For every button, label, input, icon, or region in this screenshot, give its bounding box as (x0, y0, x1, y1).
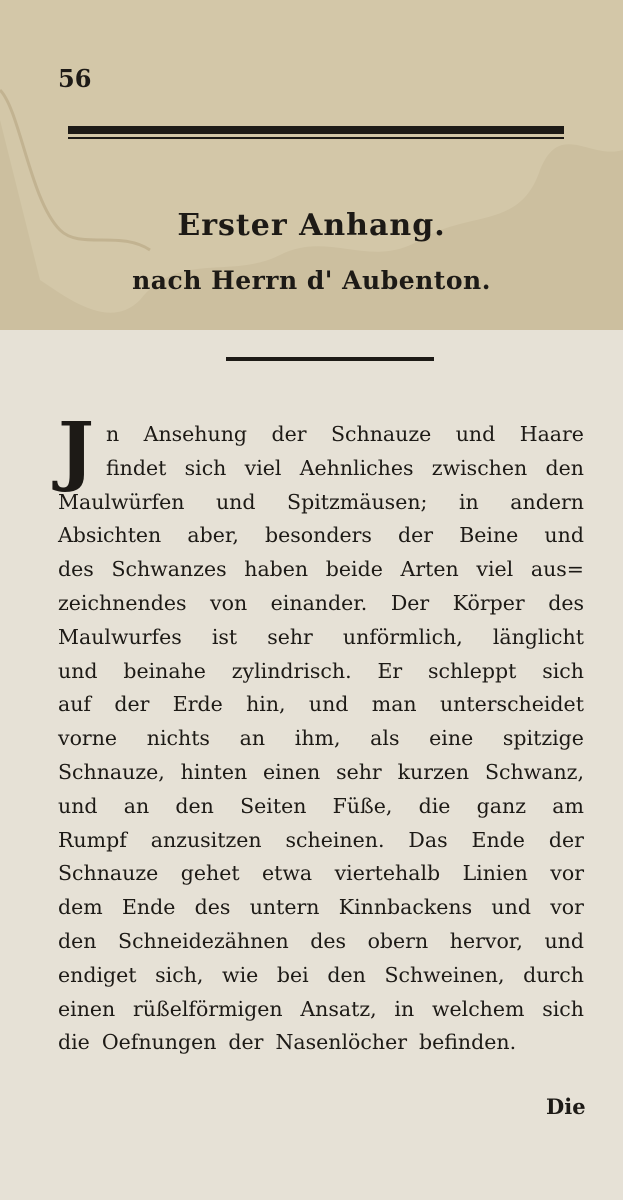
word: besonders (265, 523, 372, 548)
word: Körper (452, 590, 525, 615)
word: endiget (58, 962, 137, 987)
word: Schnauze (330, 422, 432, 446)
word: rüßelförmigen (133, 996, 283, 1021)
word: sehr (267, 624, 313, 649)
word: Das (408, 827, 448, 852)
word: einen (263, 759, 321, 784)
word: Haare (519, 422, 584, 446)
word: Rumpf (58, 827, 127, 852)
word: untern (249, 895, 320, 920)
word: ganz (476, 793, 527, 818)
word: Er (377, 658, 403, 683)
word: der (398, 523, 434, 548)
word: einander. (270, 590, 368, 615)
text-line (58, 418, 584, 452)
word: n (106, 422, 120, 446)
word: an (239, 726, 266, 751)
word: der (548, 827, 584, 852)
word: die (58, 1030, 90, 1055)
word: Erde (172, 692, 223, 717)
word: sich, (155, 962, 204, 987)
text-line (58, 925, 584, 959)
word: schleppt (428, 658, 517, 683)
word: man (371, 692, 417, 717)
word: viel (244, 455, 282, 480)
word: länglicht (492, 624, 584, 649)
word: sich (184, 455, 227, 480)
text-line (58, 519, 584, 553)
header-rule-thin (68, 137, 564, 139)
word: in (394, 996, 415, 1021)
word: der (228, 1030, 264, 1055)
word: viel (476, 557, 514, 582)
drop-cap: J (58, 405, 94, 494)
word: sich (542, 658, 584, 683)
text-line (58, 655, 584, 689)
text-line (58, 1026, 584, 1060)
word: Ende (471, 827, 525, 852)
word: einen (58, 996, 116, 1021)
word: des (58, 557, 94, 582)
word: nichts (146, 726, 210, 751)
word: Schneidezähnen (118, 928, 289, 953)
word: findet (106, 455, 167, 480)
word: welchem (431, 996, 525, 1021)
word: aus= (530, 557, 584, 582)
word: und (455, 422, 496, 446)
word: auf (58, 692, 92, 717)
word: vor (550, 895, 584, 920)
word: bei (276, 962, 309, 987)
word: Arten (400, 557, 459, 582)
word: des (194, 895, 231, 920)
word: unterscheidet (439, 692, 584, 717)
word: und (544, 928, 584, 953)
word: befinden. (419, 1030, 517, 1055)
word: und (58, 793, 98, 818)
word: Oefnungen (101, 1030, 217, 1055)
word: zwischen (431, 455, 528, 480)
word: Spitzmäusen; (287, 489, 428, 514)
word: kurzen (397, 759, 470, 784)
word: und (308, 692, 349, 717)
text-line (58, 993, 584, 1027)
text-line (58, 587, 584, 621)
text-line (58, 824, 584, 858)
word: hin, (246, 692, 286, 717)
word: den (545, 455, 584, 480)
word: hervor, (449, 928, 523, 953)
word: des (310, 928, 347, 953)
word: haben (244, 557, 309, 582)
word: Schnauze (58, 861, 159, 886)
word: die (418, 793, 451, 818)
text-line (58, 452, 584, 486)
section-subtitle: nach Herrn d' Aubenton. (132, 266, 491, 295)
text-line (58, 688, 584, 722)
word: gehet (180, 861, 240, 886)
page-number: 56 (58, 64, 92, 93)
word: Linien (462, 861, 528, 886)
word: ist (211, 624, 238, 649)
word: Schnauze, (58, 759, 165, 784)
word: Schwanz, (484, 759, 584, 784)
word: den (175, 793, 214, 818)
word: Der (390, 590, 430, 615)
header-rule (68, 126, 564, 134)
word: Füße, (332, 793, 393, 818)
section-title: Erster Anhang. (177, 208, 446, 243)
word: Maulwürfen (58, 489, 185, 514)
word: Seiten (240, 793, 307, 818)
text-line (58, 891, 584, 925)
text-line (58, 857, 584, 891)
word: wie (222, 962, 259, 987)
word: der (271, 422, 307, 446)
word: und (58, 658, 98, 683)
title-divider (226, 357, 434, 361)
word: von (210, 590, 248, 615)
word: beinahe (123, 658, 206, 683)
word: den (58, 928, 97, 953)
word: viertehalb (334, 861, 441, 886)
word: als (370, 726, 400, 751)
word: etwa (262, 861, 313, 886)
word: Ende (121, 895, 176, 920)
word: Absichten (58, 523, 162, 548)
word: Schweinen, (384, 962, 505, 987)
word: Aehnliches (299, 455, 414, 480)
catchword: Die (546, 1094, 586, 1119)
text-line (58, 756, 584, 790)
word: am (552, 793, 584, 818)
word: hinten (180, 759, 248, 784)
word: scheinen. (285, 827, 385, 852)
word: Ansehung (143, 422, 248, 446)
word: und (544, 523, 584, 548)
word: beide (325, 557, 383, 582)
word: sich (542, 996, 584, 1021)
word: aber, (187, 523, 239, 548)
text-line (58, 790, 584, 824)
text-line (58, 621, 584, 655)
word: spitzige (502, 726, 584, 751)
word: Beine (459, 523, 519, 548)
word: und (215, 489, 256, 514)
word: Kinnbackens (338, 895, 473, 920)
word: anzusitzen (150, 827, 262, 852)
word: an (123, 793, 150, 818)
text-line (58, 486, 584, 520)
word: obern (367, 928, 429, 953)
word: den (327, 962, 366, 987)
word: Nasenlöcher (275, 1030, 407, 1055)
word: Maulwurfes (58, 624, 182, 649)
word: zeichnendes (58, 590, 187, 615)
word: vor (550, 861, 584, 886)
word: andern (510, 489, 584, 514)
word: durch (523, 962, 584, 987)
word: sehr (336, 759, 382, 784)
word: Ansatz, (300, 996, 377, 1021)
word: eine (429, 726, 474, 751)
body-paragraph (58, 418, 584, 1060)
word: dem (58, 895, 103, 920)
word: unförmlich, (342, 624, 463, 649)
word: zylindrisch. (231, 658, 352, 683)
word: und (491, 895, 531, 920)
word: der (114, 692, 150, 717)
word: in (458, 489, 479, 514)
text-line (58, 553, 584, 587)
word: vorne (58, 726, 118, 751)
text-line (58, 722, 584, 756)
word: Schwanzes (111, 557, 227, 582)
word: ihm, (294, 726, 341, 751)
word: des (548, 590, 584, 615)
text-line (58, 959, 584, 993)
